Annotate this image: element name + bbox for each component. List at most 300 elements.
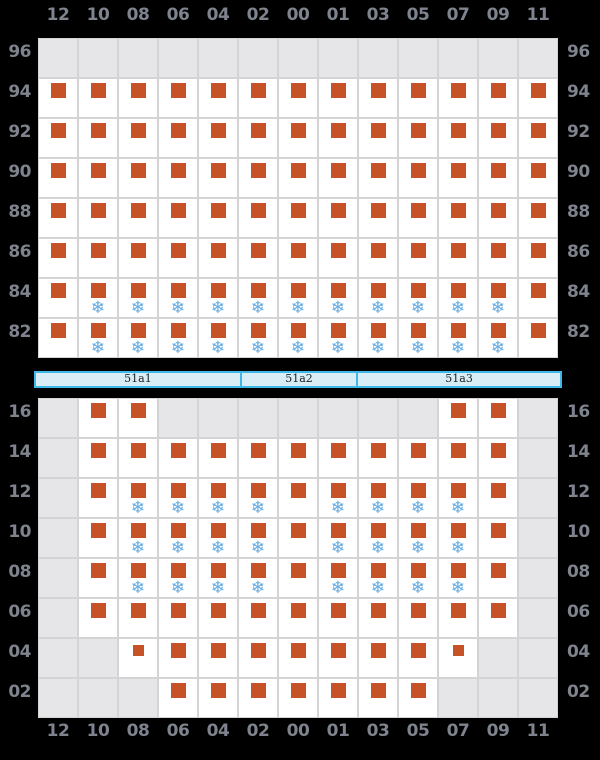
grid-cell[interactable]: [438, 158, 478, 198]
grid-cell[interactable]: [358, 598, 398, 638]
grid-cell[interactable]: [318, 558, 358, 598]
grid-cell[interactable]: [438, 278, 478, 318]
grid-cell[interactable]: [118, 398, 158, 438]
grid-cell-empty[interactable]: [278, 38, 318, 78]
grid-cell[interactable]: [38, 278, 78, 318]
grid-cell[interactable]: [318, 78, 358, 118]
grid-cell[interactable]: [238, 558, 278, 598]
grid-cell-empty[interactable]: [518, 478, 558, 518]
grid-cell-empty[interactable]: [38, 638, 78, 678]
occupied-square-icon: [411, 603, 426, 618]
grid-cell-empty[interactable]: [358, 38, 398, 78]
grid-cell-empty[interactable]: [478, 38, 518, 78]
grid-cell[interactable]: [198, 78, 238, 118]
grid-cell-empty[interactable]: [478, 678, 518, 718]
grid-cell[interactable]: [318, 318, 358, 358]
grid-cell[interactable]: [398, 158, 438, 198]
column-label: 07: [446, 5, 470, 25]
grid-cell[interactable]: [118, 198, 158, 238]
snowflake-icon: ❄: [130, 298, 146, 318]
grid-cell[interactable]: [198, 318, 238, 358]
occupied-square-icon: [211, 483, 226, 498]
grid-cell[interactable]: [38, 158, 78, 198]
grid-cell[interactable]: [438, 558, 478, 598]
grid-cell[interactable]: [518, 318, 558, 358]
grid-cell[interactable]: [278, 318, 318, 358]
grid-cell[interactable]: [78, 478, 118, 518]
grid-cell[interactable]: [358, 278, 398, 318]
column-label: 12: [46, 5, 70, 25]
occupied-square-icon: [251, 603, 266, 618]
grid-cell-empty[interactable]: [158, 398, 198, 438]
occupied-square-icon: [171, 203, 186, 218]
grid-cell[interactable]: [78, 518, 118, 558]
grid-cell[interactable]: [478, 238, 518, 278]
grid-cell[interactable]: [238, 598, 278, 638]
grid-cell[interactable]: [478, 278, 518, 318]
grid-cell[interactable]: [438, 438, 478, 478]
occupied-square-icon: [531, 163, 546, 178]
occupied-square-icon: [211, 523, 226, 538]
grid-cell[interactable]: [438, 638, 478, 678]
occupied-square-icon: [491, 243, 506, 258]
snowflake-icon: ❄: [210, 498, 226, 518]
row-label-right: 02: [567, 682, 590, 702]
grid-cell[interactable]: [438, 198, 478, 238]
grid-cell[interactable]: [78, 158, 118, 198]
occupied-square-icon: [371, 483, 386, 498]
grid-cell[interactable]: [318, 158, 358, 198]
row-label-left: 02: [8, 682, 31, 702]
grid-cell-empty[interactable]: [518, 558, 558, 598]
grid-cell[interactable]: [158, 158, 198, 198]
grid-cell[interactable]: [278, 118, 318, 158]
grid-cell[interactable]: [78, 78, 118, 118]
grid-cell[interactable]: [198, 238, 238, 278]
grid-cell[interactable]: [278, 438, 318, 478]
grid-cell-empty[interactable]: [278, 398, 318, 438]
grid-cell[interactable]: [238, 678, 278, 718]
grid-cell[interactable]: [398, 78, 438, 118]
grid-cell[interactable]: [398, 678, 438, 718]
grid-cell[interactable]: [358, 558, 398, 598]
grid-cell[interactable]: [78, 278, 118, 318]
grid-cell[interactable]: [318, 478, 358, 518]
grid-cell[interactable]: [518, 78, 558, 118]
grid-cell[interactable]: [438, 78, 478, 118]
grid-cell-empty[interactable]: [38, 38, 78, 78]
grid-cell[interactable]: [158, 638, 198, 678]
grid-cell[interactable]: [198, 478, 238, 518]
grid-cell-empty[interactable]: [518, 438, 558, 478]
grid-cell[interactable]: [78, 198, 118, 238]
grid-cell[interactable]: [318, 598, 358, 638]
grid-cell[interactable]: [478, 558, 518, 598]
grid-cell-empty[interactable]: [518, 678, 558, 718]
grid-cell-empty[interactable]: [318, 38, 358, 78]
row-label-right: 82: [567, 322, 590, 342]
occupied-square-icon: [291, 83, 306, 98]
grid-cell[interactable]: [478, 198, 518, 238]
occupied-square-icon: [291, 603, 306, 618]
occupied-square-icon: [451, 163, 466, 178]
grid-cell[interactable]: [478, 118, 518, 158]
grid-cell[interactable]: [118, 158, 158, 198]
grid-cell[interactable]: [278, 558, 318, 598]
grid-cell[interactable]: [118, 598, 158, 638]
grid-cell[interactable]: [238, 158, 278, 198]
grid-cell[interactable]: [118, 518, 158, 558]
snowflake-icon: ❄: [450, 578, 466, 598]
grid-cell[interactable]: [38, 118, 78, 158]
grid-cell[interactable]: [198, 598, 238, 638]
snowflake-icon: ❄: [210, 578, 226, 598]
grid-cell[interactable]: [478, 398, 518, 438]
grid-cell[interactable]: [158, 438, 198, 478]
grid-cell[interactable]: [358, 478, 398, 518]
grid-cell[interactable]: [478, 318, 518, 358]
row-label-right: 12: [567, 482, 590, 502]
row-label-left: 84: [8, 282, 31, 302]
occupied-square-icon: [291, 683, 306, 698]
grid-cell[interactable]: [78, 238, 118, 278]
grid-cell[interactable]: [78, 318, 118, 358]
grid-cell[interactable]: [158, 278, 198, 318]
grid-cell-empty[interactable]: [158, 38, 198, 78]
grid-cell[interactable]: [398, 118, 438, 158]
grid-cell[interactable]: [238, 438, 278, 478]
snowflake-icon: ❄: [370, 498, 386, 518]
occupied-square-icon: [371, 523, 386, 538]
grid-cell[interactable]: [238, 318, 278, 358]
grid-cell[interactable]: [118, 638, 158, 678]
grid-cell[interactable]: [158, 238, 198, 278]
upper-grid: [0, 38, 600, 358]
grid-cell[interactable]: [478, 598, 518, 638]
grid-cell[interactable]: [398, 558, 438, 598]
grid-cell[interactable]: [478, 158, 518, 198]
occupied-square-icon: [131, 163, 146, 178]
column-label: 11: [526, 5, 550, 25]
grid-cell[interactable]: [398, 638, 438, 678]
grid-cell[interactable]: [438, 518, 478, 558]
snowflake-icon: ❄: [450, 498, 466, 518]
grid-cell[interactable]: [158, 478, 198, 518]
grid-cell[interactable]: [398, 238, 438, 278]
occupied-square-icon: [171, 643, 186, 658]
column-label: 00: [286, 721, 310, 741]
occupied-square-icon: [251, 323, 266, 338]
grid-cell[interactable]: [158, 78, 198, 118]
grid-cell-empty[interactable]: [38, 558, 78, 598]
grid-cell-empty[interactable]: [38, 478, 78, 518]
occupied-square-icon: [171, 83, 186, 98]
grid-cell[interactable]: [358, 198, 398, 238]
occupied-square-icon: [331, 443, 346, 458]
grid-cell[interactable]: [318, 638, 358, 678]
grid-cell[interactable]: [78, 598, 118, 638]
grid-cell[interactable]: [198, 678, 238, 718]
grid-cell[interactable]: [238, 518, 278, 558]
grid-cell[interactable]: [518, 238, 558, 278]
section-band: [34, 371, 562, 388]
grid-cell[interactable]: [398, 438, 438, 478]
snowflake-icon: ❄: [370, 298, 386, 318]
grid-cell-empty[interactable]: [438, 678, 478, 718]
grid-cell[interactable]: [198, 518, 238, 558]
grid-cell[interactable]: [278, 278, 318, 318]
occupied-square-icon: [291, 523, 306, 538]
grid-cell[interactable]: [278, 598, 318, 638]
grid-cell[interactable]: [318, 118, 358, 158]
grid-cell[interactable]: [118, 238, 158, 278]
grid-cell[interactable]: [318, 518, 358, 558]
grid-cell[interactable]: [238, 278, 278, 318]
grid-cell-empty[interactable]: [198, 38, 238, 78]
grid-cell-empty[interactable]: [238, 38, 278, 78]
grid-cell[interactable]: [398, 478, 438, 518]
grid-cell[interactable]: [158, 198, 198, 238]
grid-cell[interactable]: [318, 198, 358, 238]
snowflake-icon: ❄: [370, 538, 386, 558]
occupied-square-icon: [211, 203, 226, 218]
occupied-square-icon: [131, 243, 146, 258]
grid-cell[interactable]: [518, 198, 558, 238]
column-label: 01: [326, 721, 350, 741]
grid-cell[interactable]: [438, 238, 478, 278]
grid-cell[interactable]: [118, 278, 158, 318]
grid-cell-empty[interactable]: [78, 638, 118, 678]
grid-cell[interactable]: [78, 118, 118, 158]
grid-cell[interactable]: [318, 278, 358, 318]
occupied-square-icon: [171, 443, 186, 458]
column-label: 02: [246, 5, 270, 25]
grid-cell[interactable]: [438, 118, 478, 158]
grid-cell-empty[interactable]: [198, 398, 238, 438]
occupied-square-icon: [371, 83, 386, 98]
column-label: 05: [406, 5, 430, 25]
occupied-square-icon: [91, 83, 106, 98]
grid-cell[interactable]: [38, 198, 78, 238]
grid-cell[interactable]: [198, 558, 238, 598]
grid-cell-empty[interactable]: [238, 398, 278, 438]
grid-cell-empty[interactable]: [518, 398, 558, 438]
row-label-right: 90: [567, 162, 590, 182]
grid-cell[interactable]: [478, 518, 518, 558]
grid-cell[interactable]: [438, 598, 478, 638]
grid-cell-empty[interactable]: [358, 398, 398, 438]
grid-cell-empty[interactable]: [478, 638, 518, 678]
occupied-square-icon: [211, 563, 226, 578]
grid-cell[interactable]: [318, 678, 358, 718]
row-label-left: 92: [8, 122, 31, 142]
occupied-square-icon: [331, 563, 346, 578]
grid-cell[interactable]: [78, 398, 118, 438]
occupied-square-icon: [491, 443, 506, 458]
grid-cell[interactable]: [198, 158, 238, 198]
grid-cell-empty[interactable]: [118, 678, 158, 718]
grid-cell-empty[interactable]: [38, 598, 78, 638]
occupied-square-icon: [371, 283, 386, 298]
grid-cell-empty[interactable]: [518, 38, 558, 78]
grid-cell[interactable]: [158, 318, 198, 358]
grid-cell[interactable]: [198, 638, 238, 678]
occupied-square-icon: [491, 403, 506, 418]
occupied-square-icon: [251, 243, 266, 258]
grid-cell[interactable]: [518, 118, 558, 158]
grid-cell-empty[interactable]: [398, 38, 438, 78]
occupied-square-icon: [531, 283, 546, 298]
row-label-left: 90: [8, 162, 31, 182]
occupied-square-icon: [371, 163, 386, 178]
grid-cell[interactable]: [278, 678, 318, 718]
occupied-square-icon: [211, 643, 226, 658]
grid-cell[interactable]: [198, 198, 238, 238]
grid-cell-empty[interactable]: [38, 398, 78, 438]
grid-cell-empty[interactable]: [38, 518, 78, 558]
grid-cell[interactable]: [118, 478, 158, 518]
grid-cell[interactable]: [278, 638, 318, 678]
grid-cell[interactable]: [118, 78, 158, 118]
grid-cell[interactable]: [38, 78, 78, 118]
grid-cell[interactable]: [278, 78, 318, 118]
grid-cell[interactable]: [438, 478, 478, 518]
grid-cell[interactable]: [358, 238, 398, 278]
grid-cell[interactable]: [478, 478, 518, 518]
grid-cell[interactable]: [118, 558, 158, 598]
occupied-square-icon: [251, 203, 266, 218]
grid-cell[interactable]: [518, 278, 558, 318]
grid-cell[interactable]: [358, 518, 398, 558]
grid-cell[interactable]: [398, 198, 438, 238]
occupied-square-icon: [251, 683, 266, 698]
grid-cell-empty[interactable]: [398, 398, 438, 438]
snowflake-icon: ❄: [130, 338, 146, 358]
grid-cell[interactable]: [238, 198, 278, 238]
grid-cell[interactable]: [478, 78, 518, 118]
grid-cell[interactable]: [358, 638, 398, 678]
column-header-row: [38, 5, 558, 25]
column-label: 11: [526, 721, 550, 741]
grid-cell[interactable]: [38, 318, 78, 358]
row-label-right: 86: [567, 242, 590, 262]
grid-cell[interactable]: [198, 118, 238, 158]
grid-cell[interactable]: [158, 518, 198, 558]
grid-cell[interactable]: [358, 118, 398, 158]
column-label: 00: [286, 5, 310, 25]
occupied-square-icon: [171, 163, 186, 178]
grid-cell[interactable]: [118, 438, 158, 478]
grid-cell[interactable]: [78, 438, 118, 478]
grid-cell[interactable]: [118, 318, 158, 358]
grid-cell[interactable]: [238, 638, 278, 678]
grid-cell-empty[interactable]: [318, 398, 358, 438]
grid-cell[interactable]: [318, 238, 358, 278]
occupied-square-icon: [211, 443, 226, 458]
grid-cell[interactable]: [358, 158, 398, 198]
grid-cell-empty[interactable]: [438, 38, 478, 78]
grid-cell[interactable]: [78, 558, 118, 598]
grid-row: [0, 518, 600, 558]
grid-cell[interactable]: [158, 118, 198, 158]
grid-cell[interactable]: [118, 118, 158, 158]
grid-cell[interactable]: [238, 238, 278, 278]
occupied-square-icon: [131, 563, 146, 578]
grid-cell[interactable]: [358, 438, 398, 478]
grid-cell[interactable]: [158, 558, 198, 598]
grid-cell[interactable]: [158, 598, 198, 638]
occupied-square-icon: [451, 483, 466, 498]
occupied-square-icon: [491, 483, 506, 498]
grid-cell[interactable]: [438, 318, 478, 358]
grid-cell[interactable]: [358, 78, 398, 118]
occupied-square-icon: [331, 163, 346, 178]
occupied-square-icon: [451, 403, 466, 418]
occupied-square-icon: [171, 683, 186, 698]
grid-cell[interactable]: [238, 478, 278, 518]
grid-cell[interactable]: [358, 678, 398, 718]
grid-cell[interactable]: [278, 518, 318, 558]
grid-cell[interactable]: [278, 478, 318, 518]
grid-cell-empty[interactable]: [518, 598, 558, 638]
grid-cell[interactable]: [278, 198, 318, 238]
grid-cell-empty[interactable]: [78, 38, 118, 78]
grid-cell[interactable]: [318, 438, 358, 478]
grid-cell[interactable]: [278, 158, 318, 198]
grid-cell[interactable]: [518, 158, 558, 198]
grid-cell[interactable]: [198, 438, 238, 478]
occupied-square-icon: [411, 283, 426, 298]
grid-cell-empty[interactable]: [38, 678, 78, 718]
grid-cell[interactable]: [358, 318, 398, 358]
occupied-square-icon: [411, 203, 426, 218]
grid-cell[interactable]: [398, 518, 438, 558]
grid-cell-empty[interactable]: [518, 638, 558, 678]
grid-cell[interactable]: [38, 238, 78, 278]
occupied-square-icon: [411, 443, 426, 458]
grid-cell[interactable]: [238, 118, 278, 158]
grid-cell[interactable]: [158, 678, 198, 718]
column-label: 10: [86, 721, 110, 741]
grid-cell-empty[interactable]: [518, 518, 558, 558]
occupied-square-icon: [331, 483, 346, 498]
grid-cell[interactable]: [398, 278, 438, 318]
grid-row: [0, 678, 600, 718]
row-label-left: 06: [8, 602, 31, 622]
occupied-square-icon: [291, 123, 306, 138]
occupied-square-icon: [171, 243, 186, 258]
snowflake-icon: ❄: [250, 298, 266, 318]
occupied-square-icon: [531, 123, 546, 138]
grid-row: [0, 118, 600, 158]
occupied-square-icon: [331, 523, 346, 538]
grid-cell[interactable]: [238, 78, 278, 118]
grid-cell[interactable]: [398, 318, 438, 358]
occupied-square-icon: [451, 283, 466, 298]
occupied-square-icon: [133, 645, 144, 656]
occupied-square-icon: [371, 443, 386, 458]
grid-cell-empty[interactable]: [78, 678, 118, 718]
grid-cell-empty[interactable]: [118, 38, 158, 78]
grid-cell[interactable]: [478, 438, 518, 478]
occupied-square-icon: [451, 603, 466, 618]
grid-cell-empty[interactable]: [38, 438, 78, 478]
grid-cell[interactable]: [198, 278, 238, 318]
grid-cell[interactable]: [398, 598, 438, 638]
grid-cell[interactable]: [438, 398, 478, 438]
grid-cell[interactable]: [278, 238, 318, 278]
snowflake-icon: ❄: [250, 338, 266, 358]
